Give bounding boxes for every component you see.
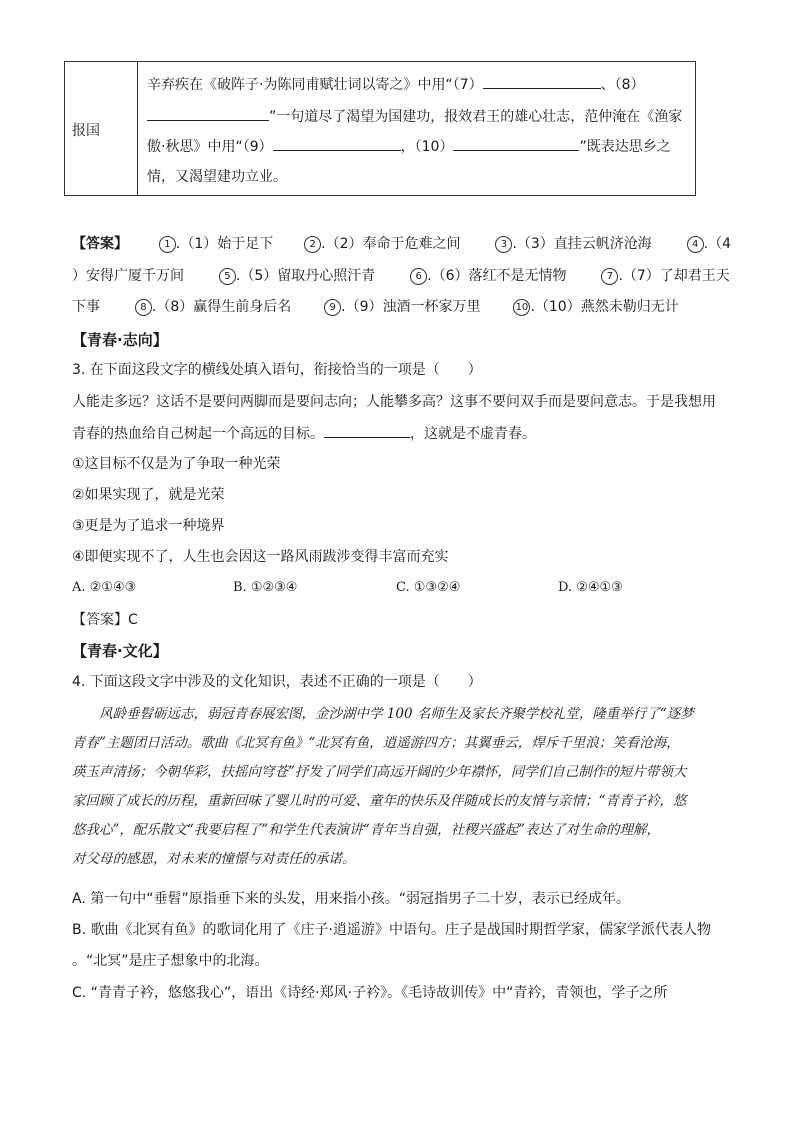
q3-paragraph-line-2: 青春的热血给自己树起一个高远的目标。 ，这就是不虚青春。 xyxy=(72,423,536,444)
circle-number: 7 xyxy=(601,268,618,285)
q4-passage-line-2: 青春”主题团日活动。歌曲《北冥有鱼》“北冥有鱼，逍遥游四方；其翼垂云，焊斥千里浪；笑看沧海， xyxy=(72,735,680,751)
q4-stem: 4. 下面这段文字中涉及的文化知识，表述不正确的一项是（ ） xyxy=(72,674,482,690)
section-heading-culture: 【青春·文化】 xyxy=(72,642,168,660)
circle-number: 6 xyxy=(410,268,427,285)
fill-in-table xyxy=(64,61,696,196)
q3-stem: 3. 在下面这段文字的横线处填入语句，衔接恰当的一项是（ ） xyxy=(72,362,482,378)
circle-number: 1 xyxy=(159,236,176,253)
circle-number: 2 xyxy=(304,236,321,253)
blank-7[interactable] xyxy=(483,74,601,89)
q3-sentence-3: ③更是为了追求一种境界 xyxy=(72,518,225,534)
q4-passage-line-5: 悠我心”，配乐散文“我要启程了”和学生代表演讲“青年当自强，社稷兴盛起”表达了对生命的理解， xyxy=(72,822,661,838)
q3-option-a[interactable]: A. ②①④③ xyxy=(72,580,137,595)
circle-number: 8 xyxy=(135,299,152,316)
answer-line-1: 【答案】 1 .（1）始于足下 2 .（2）奉命于危难之间 3 .（3）直挂云帆济沧海 4 .（4 xyxy=(72,236,732,252)
q3-answer: 【答案】C xyxy=(72,612,138,628)
circle-number: 5 xyxy=(219,268,236,285)
q4-option-c-line-1[interactable]: C. “青青子衿，悠悠我心”，语出《诗经·郑风·子衿》。《毛诗故训传》中“青衿，青领也，学子之所 xyxy=(72,985,668,1001)
circle-number: 4 xyxy=(687,236,704,253)
q4-option-b-line-2: 。“北冥”是庄子想象中的北海。 xyxy=(72,953,269,969)
q3-option-c[interactable]: C. ①③②④ xyxy=(396,580,461,595)
circle-number: 10 xyxy=(513,299,530,316)
q4-passage-line-1: 风龄垂髫砺远志，弱冠青春展宏图，金沙湖中学 100 名师生及家长齐聚学校礼堂，隆重举行了“逐梦 xyxy=(72,706,694,722)
table-line-2: ”一句道尽了渴望为国建功，报效君王的雄心壮志，范仲淹在《渔家 xyxy=(147,106,682,127)
q4-option-b-line-1[interactable]: B. 歌曲《北冥有鱼》的歌词化用了《庄子·逍遥游》中语句。庄子是战国时期哲学家，儒家学派代表人物 xyxy=(72,922,711,938)
table-line-1: 辛弃疾在《破阵子·为陈同甫赋壮词以寄之》中用“（7） 、（8） xyxy=(147,74,645,95)
section-heading-ambition: 【青春·志向】 xyxy=(72,331,168,349)
q3-option-d[interactable]: D. ②④①③ xyxy=(558,580,623,595)
table-category-label: 报国 xyxy=(72,123,100,139)
blank-10[interactable] xyxy=(453,136,579,151)
table-category-cell xyxy=(65,62,138,195)
q4-option-a[interactable]: A. 第一句中“垂髫”原指垂下来的头发，用来指小孩。“弱冠指男子二十岁，表示已经成年。 xyxy=(72,891,630,907)
q3-option-b[interactable]: B. ①②③④ xyxy=(233,580,298,595)
circle-number: 9 xyxy=(324,299,341,316)
circle-number: 3 xyxy=(495,236,512,253)
q3-sentence-4: ④即便实现不了，人生也会因这一路风雨跋涉变得丰富而充实 xyxy=(72,549,449,565)
blank-8[interactable] xyxy=(147,106,269,121)
answer-line-2: ）安得广厦千万间 5 .（5）留取丹心照汗青 6 .（6）落红不是无情物 7 .（7）了却君王天 xyxy=(72,268,730,284)
q3-sentence-2: ②如果实现了，就是光荣 xyxy=(72,487,225,503)
answer-tag: 【答案】 xyxy=(72,236,128,252)
q4-passage-line-4: 家回顾了成长的历程，重新回味了婴儿时的可爱、童年的快乐及伴随成长的友情与亲情；“青青子衿，悠 xyxy=(72,793,687,809)
blank-9[interactable] xyxy=(273,136,401,151)
q3-paragraph-line-1: 人能走多远？这话不是要问两脚而是要问志向；人能攀多高？这事不要问双手而是要问意志。于是我想用 xyxy=(72,394,716,410)
q4-passage-line-3: 瑛玉声清扬；今朝华彩，扶摇向穹苍”抒发了同学们高远开阔的少年襟怀，同学们自己制作的短片带领大 xyxy=(72,764,687,780)
answer-line-3: 下事 8 .（8）赢得生前身后名 9 .（9）浊酒一杯家万里 10 .（10）燕然未勒归无计 xyxy=(72,299,679,315)
q3-sentence-1: ①这目标不仅是为了争取一种光荣 xyxy=(72,456,281,472)
q4-passage-line-6: 对父母的感恩，对未来的憧憬与对责任的承诺。 xyxy=(72,851,356,867)
table-line-3: 傲·秋思》中用“（9） ，（10） ”既表达思乡之 xyxy=(147,136,671,157)
table-line-4: 情，又渴望建功立业。 xyxy=(147,169,287,185)
q3-blank[interactable] xyxy=(324,423,410,438)
